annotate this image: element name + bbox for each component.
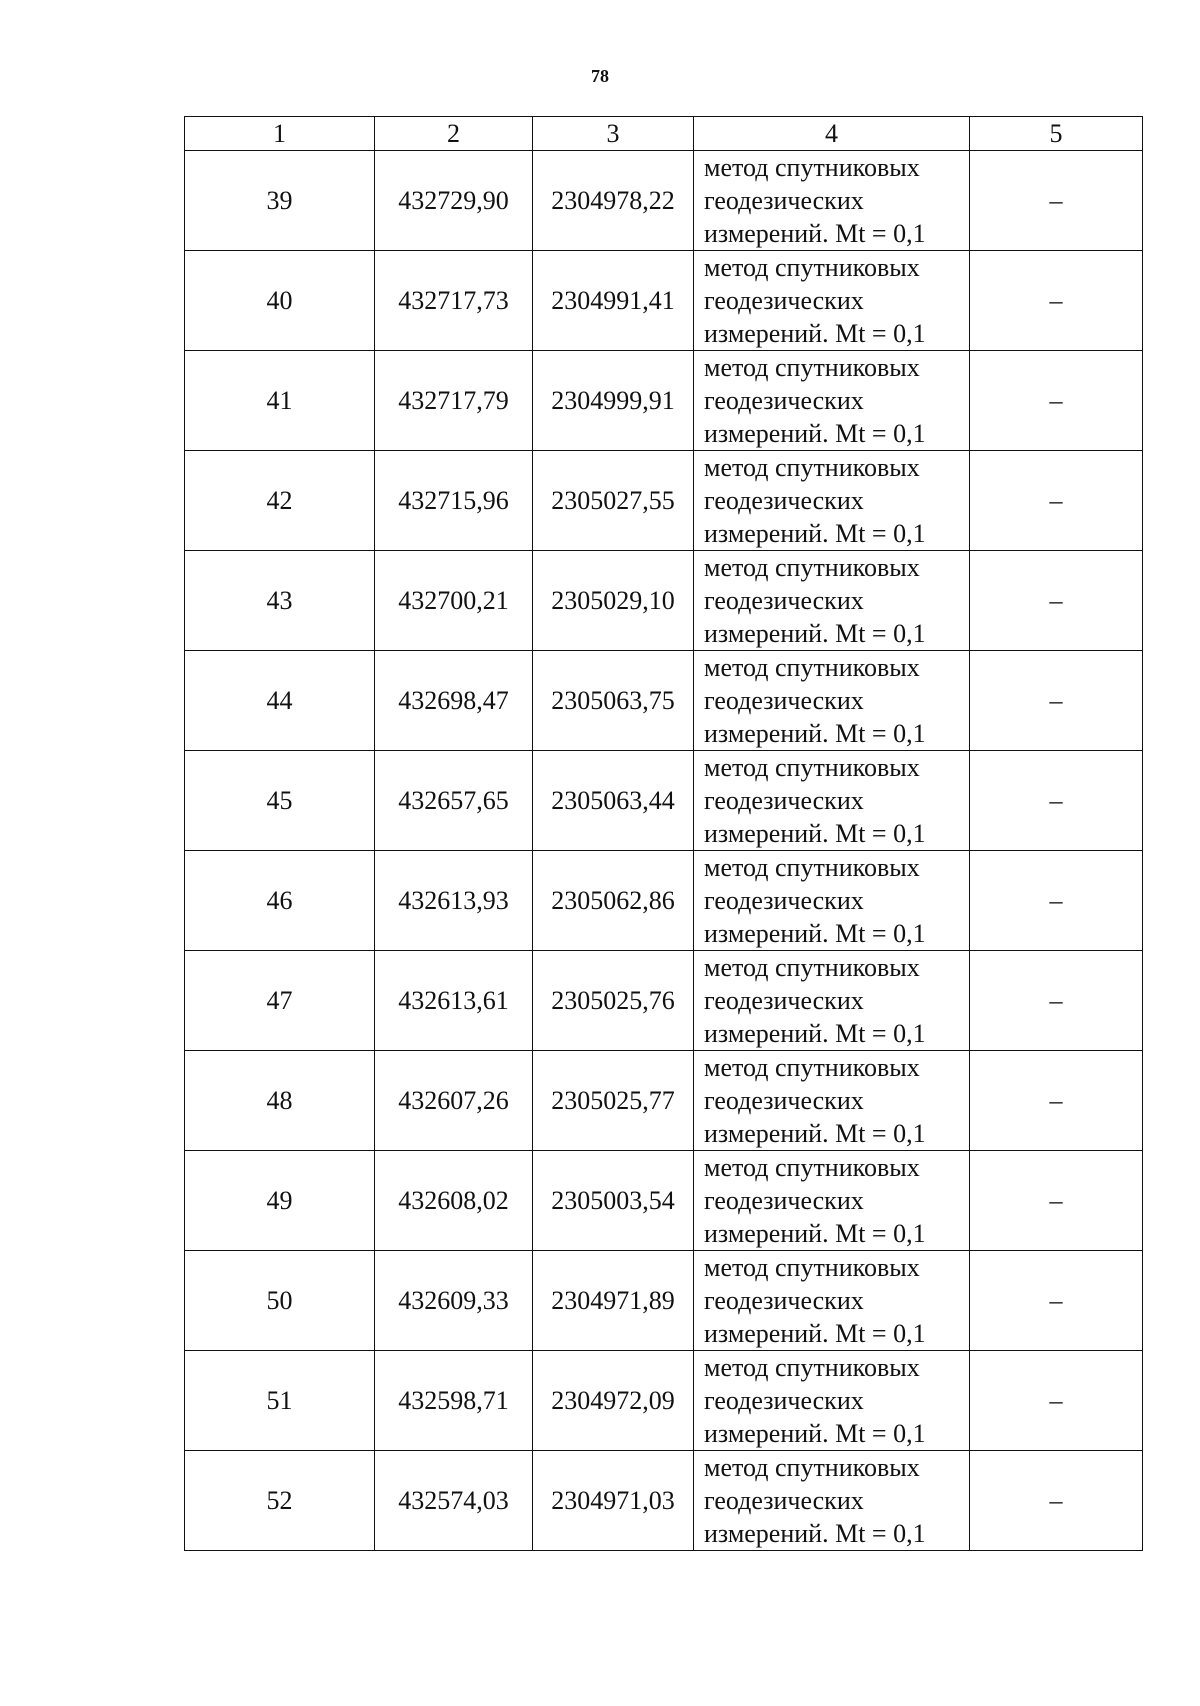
method-line: измерений. Mt = 0,1 bbox=[704, 619, 926, 648]
method-line: метод спутниковых bbox=[704, 153, 920, 182]
method-line: метод спутниковых bbox=[704, 653, 920, 682]
column-header-method: 4 bbox=[694, 117, 970, 151]
cell-point-number: 40 bbox=[185, 251, 375, 351]
cell-y-coordinate: 2305029,10 bbox=[533, 551, 694, 651]
cell-y-coordinate: 2305063,75 bbox=[533, 651, 694, 751]
cell-method bbox=[694, 451, 970, 551]
cell-x-coordinate: 432598,71 bbox=[375, 1351, 533, 1451]
method-line: геодезических bbox=[704, 486, 864, 515]
cell-note: – bbox=[970, 251, 1143, 351]
cell-x-coordinate: 432717,79 bbox=[375, 351, 533, 451]
cell-method bbox=[694, 851, 970, 951]
cell-note: – bbox=[970, 851, 1143, 951]
method-line: измерений. Mt = 0,1 bbox=[704, 819, 926, 848]
cell-method bbox=[694, 251, 970, 351]
cell-method bbox=[694, 751, 970, 851]
cell-x-coordinate: 432607,26 bbox=[375, 1051, 533, 1151]
cell-x-coordinate: 432700,21 bbox=[375, 551, 533, 651]
method-line: измерений. Mt = 0,1 bbox=[704, 1519, 926, 1548]
cell-x-coordinate: 432608,02 bbox=[375, 1151, 533, 1251]
cell-method bbox=[694, 1151, 970, 1251]
cell-point-number: 51 bbox=[185, 1351, 375, 1451]
cell-method bbox=[694, 1251, 970, 1351]
method-line: геодезических bbox=[704, 586, 864, 615]
cell-note: – bbox=[970, 1051, 1143, 1151]
method-line: измерений. Mt = 0,1 bbox=[704, 1319, 926, 1348]
method-line: геодезических bbox=[704, 1286, 864, 1315]
cell-note: – bbox=[970, 1151, 1143, 1251]
cell-x-coordinate: 432613,93 bbox=[375, 851, 533, 951]
cell-x-coordinate: 432613,61 bbox=[375, 951, 533, 1051]
cell-x-coordinate: 432574,03 bbox=[375, 1451, 533, 1551]
cell-note: – bbox=[970, 451, 1143, 551]
cell-note: – bbox=[970, 1251, 1143, 1351]
cell-point-number: 43 bbox=[185, 551, 375, 651]
cell-x-coordinate: 432715,96 bbox=[375, 451, 533, 551]
table-body bbox=[185, 151, 1143, 1551]
cell-method bbox=[694, 1351, 970, 1451]
table-row bbox=[185, 1351, 1143, 1451]
method-line: геодезических bbox=[704, 1086, 864, 1115]
column-header-note: 5 bbox=[970, 117, 1143, 151]
cell-y-coordinate: 2305025,76 bbox=[533, 951, 694, 1051]
cell-x-coordinate: 432609,33 bbox=[375, 1251, 533, 1351]
page-number: 78 bbox=[591, 66, 609, 86]
method-line: геодезических bbox=[704, 686, 864, 715]
table-row bbox=[185, 751, 1143, 851]
cell-x-coordinate: 432657,65 bbox=[375, 751, 533, 851]
table-row bbox=[185, 451, 1143, 551]
column-header-x: 2 bbox=[375, 117, 533, 151]
table-row bbox=[185, 551, 1143, 651]
cell-y-coordinate: 2305003,54 bbox=[533, 1151, 694, 1251]
table-row bbox=[185, 251, 1143, 351]
cell-point-number: 41 bbox=[185, 351, 375, 451]
cell-method bbox=[694, 151, 970, 251]
method-line: измерений. Mt = 0,1 bbox=[704, 1019, 926, 1048]
method-line: измерений. Mt = 0,1 bbox=[704, 1119, 926, 1148]
method-line: измерений. Mt = 0,1 bbox=[704, 1419, 926, 1448]
method-line: измерений. Mt = 0,1 bbox=[704, 319, 926, 348]
table-header bbox=[185, 117, 1143, 151]
cell-x-coordinate: 432698,47 bbox=[375, 651, 533, 751]
method-line: метод спутниковых bbox=[704, 1453, 920, 1482]
table-row bbox=[185, 951, 1143, 1051]
cell-y-coordinate: 2304991,41 bbox=[533, 251, 694, 351]
cell-y-coordinate: 2305062,86 bbox=[533, 851, 694, 951]
table-row bbox=[185, 1451, 1143, 1551]
cell-point-number: 47 bbox=[185, 951, 375, 1051]
method-line: метод спутниковых bbox=[704, 853, 920, 882]
cell-method bbox=[694, 1051, 970, 1151]
method-line: измерений. Mt = 0,1 bbox=[704, 919, 926, 948]
table-row bbox=[185, 1151, 1143, 1251]
cell-point-number: 49 bbox=[185, 1151, 375, 1251]
method-line: измерений. Mt = 0,1 bbox=[704, 1219, 926, 1248]
method-line: метод спутниковых bbox=[704, 453, 920, 482]
cell-method bbox=[694, 951, 970, 1051]
cell-x-coordinate: 432729,90 bbox=[375, 151, 533, 251]
cell-method bbox=[694, 551, 970, 651]
cell-y-coordinate: 2305025,77 bbox=[533, 1051, 694, 1151]
cell-note: – bbox=[970, 951, 1143, 1051]
cell-point-number: 46 bbox=[185, 851, 375, 951]
cell-note: – bbox=[970, 651, 1143, 751]
table-row bbox=[185, 1051, 1143, 1151]
cell-note: – bbox=[970, 551, 1143, 651]
method-line: метод спутниковых bbox=[704, 1053, 920, 1082]
method-line: геодезических bbox=[704, 786, 864, 815]
cell-point-number: 44 bbox=[185, 651, 375, 751]
method-line: измерений. Mt = 0,1 bbox=[704, 219, 926, 248]
method-line: геодезических bbox=[704, 386, 864, 415]
cell-method bbox=[694, 1451, 970, 1551]
column-header-y: 3 bbox=[533, 117, 694, 151]
coordinates-table bbox=[184, 116, 1143, 1551]
cell-note: – bbox=[970, 1351, 1143, 1451]
cell-y-coordinate: 2304972,09 bbox=[533, 1351, 694, 1451]
cell-point-number: 42 bbox=[185, 451, 375, 551]
column-header-point-number: 1 bbox=[185, 117, 375, 151]
cell-point-number: 52 bbox=[185, 1451, 375, 1551]
method-line: геодезических bbox=[704, 186, 864, 215]
method-line: метод спутниковых bbox=[704, 1353, 920, 1382]
method-line: измерений. Mt = 0,1 bbox=[704, 719, 926, 748]
method-line: метод спутниковых bbox=[704, 1153, 920, 1182]
method-line: метод спутниковых bbox=[704, 253, 920, 282]
cell-note: – bbox=[970, 151, 1143, 251]
cell-point-number: 45 bbox=[185, 751, 375, 851]
cell-note: – bbox=[970, 1451, 1143, 1551]
method-line: метод спутниковых bbox=[704, 1253, 920, 1282]
method-line: геодезических bbox=[704, 1386, 864, 1415]
header-row bbox=[185, 117, 1143, 151]
method-line: метод спутниковых bbox=[704, 753, 920, 782]
cell-note: – bbox=[970, 351, 1143, 451]
method-line: геодезических bbox=[704, 986, 864, 1015]
cell-note: – bbox=[970, 751, 1143, 851]
method-line: геодезических bbox=[704, 1486, 864, 1515]
cell-y-coordinate: 2304999,91 bbox=[533, 351, 694, 451]
cell-point-number: 48 bbox=[185, 1051, 375, 1151]
cell-point-number: 50 bbox=[185, 1251, 375, 1351]
cell-y-coordinate: 2305027,55 bbox=[533, 451, 694, 551]
method-line: геодезических bbox=[704, 1186, 864, 1215]
method-line: метод спутниковых bbox=[704, 353, 920, 382]
table-row bbox=[185, 351, 1143, 451]
method-line: метод спутниковых bbox=[704, 953, 920, 982]
method-line: геодезических bbox=[704, 886, 864, 915]
cell-point-number: 39 bbox=[185, 151, 375, 251]
table-row bbox=[185, 151, 1143, 251]
cell-method bbox=[694, 351, 970, 451]
table-row bbox=[185, 651, 1143, 751]
cell-x-coordinate: 432717,73 bbox=[375, 251, 533, 351]
cell-y-coordinate: 2304971,89 bbox=[533, 1251, 694, 1351]
cell-method bbox=[694, 651, 970, 751]
method-line: метод спутниковых bbox=[704, 553, 920, 582]
cell-y-coordinate: 2304978,22 bbox=[533, 151, 694, 251]
method-line: измерений. Mt = 0,1 bbox=[704, 419, 926, 448]
cell-y-coordinate: 2305063,44 bbox=[533, 751, 694, 851]
method-line: измерений. Mt = 0,1 bbox=[704, 519, 926, 548]
table-row bbox=[185, 851, 1143, 951]
cell-y-coordinate: 2304971,03 bbox=[533, 1451, 694, 1551]
method-line: геодезических bbox=[704, 286, 864, 315]
table-row bbox=[185, 1251, 1143, 1351]
